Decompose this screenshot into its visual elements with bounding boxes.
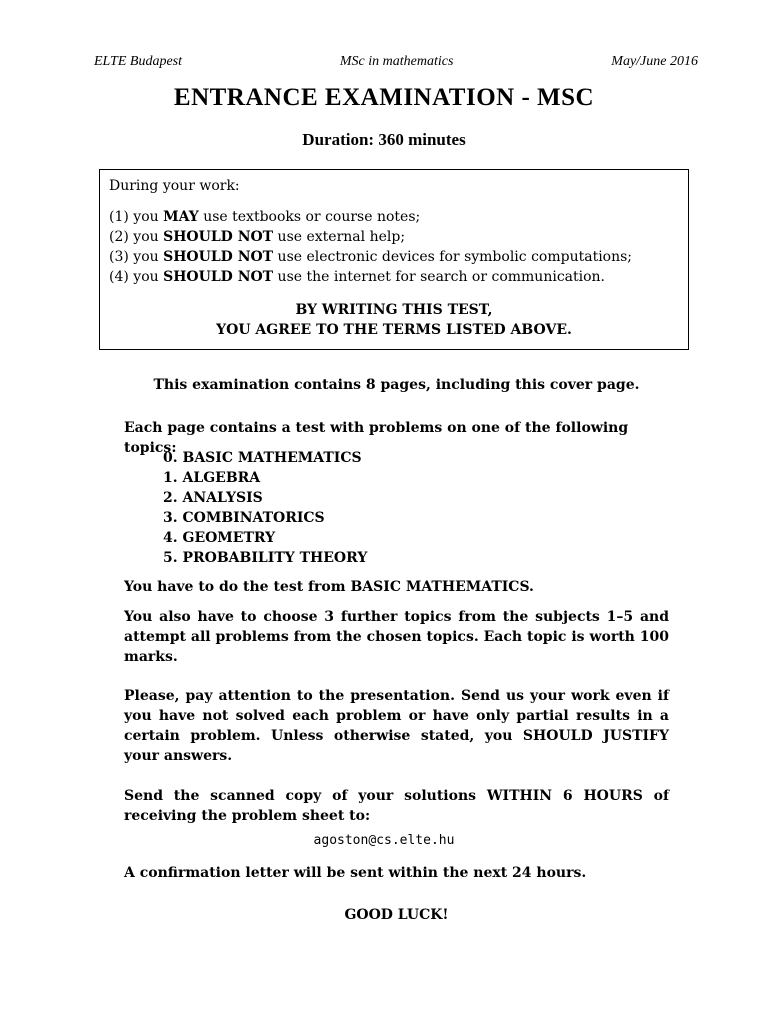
rule-keyword: SHOULD NOT xyxy=(163,249,274,265)
rule-suffix: use the internet for search or communication. xyxy=(273,269,606,285)
rule-suffix: use external help; xyxy=(273,229,406,245)
header-program: MSc in mathematics xyxy=(339,54,454,69)
rule-item xyxy=(109,227,679,247)
good-luck: GOOD LUCK! xyxy=(344,907,449,923)
agreement-line-1: BY WRITING THIS TEST, xyxy=(295,302,493,318)
header-institution: ELTE Budapest xyxy=(94,54,182,69)
rule-suffix: use textbooks or course notes; xyxy=(198,209,421,225)
choose-topics-note: You also have to choose 3 further topics from the subjects 1–5 and attempt all problems from the chosen topics. Each topic is worth 100 marks. xyxy=(124,609,669,665)
rules-box xyxy=(99,169,689,350)
agreement-statement xyxy=(109,300,679,340)
list-item: 1. ALGEBRA xyxy=(163,470,261,486)
rule-keyword: SHOULD NOT xyxy=(163,269,274,285)
list-item: 0. BASIC MATHEMATICS xyxy=(163,450,362,466)
rule-suffix: use electronic devices for symbolic computations; xyxy=(273,249,633,265)
duration-line: Duration: 360 minutes xyxy=(302,130,466,149)
pages-note: This examination contains 8 pages, including this cover page. xyxy=(153,377,640,393)
confirmation-note: A confirmation letter will be sent within the next 24 hours. xyxy=(124,865,587,881)
rule-prefix: (2) you xyxy=(109,229,164,245)
rule-prefix: (1) you xyxy=(109,209,164,225)
topics-list xyxy=(163,448,367,568)
list-item: 2. ANALYSIS xyxy=(163,490,263,506)
list-item: 4. GEOMETRY xyxy=(163,530,276,546)
presentation-note: Please, pay attention to the presentation. Send us your work even if you have not solved each problem or have only partial results in a certain problem. Unless otherwise stated, you SHOULD JUSTIFY your answers. xyxy=(124,688,669,764)
rules-intro: During your work: xyxy=(109,178,240,194)
rule-item xyxy=(109,207,679,227)
agreement-line-2: YOU AGREE TO THE TERMS LISTED ABOVE. xyxy=(216,322,572,338)
rule-prefix: (4) you xyxy=(109,269,164,285)
rule-keyword: MAY xyxy=(163,209,199,225)
contact-email[interactable]: agoston@cs.elte.hu xyxy=(313,833,455,848)
list-item: 5. PROBABILITY THEORY xyxy=(163,550,368,566)
rule-prefix: (3) you xyxy=(109,249,164,265)
basic-mathematics-note: You have to do the test from BASIC MATHEMATICS. xyxy=(124,579,534,595)
topics-intro: Each page contains a test with problems on one of the following topics: xyxy=(124,420,629,456)
send-solutions-note: Send the scanned copy of your solutions WITHIN 6 HOURS of receiving the problem sheet to: xyxy=(124,788,669,824)
rule-keyword: SHOULD NOT xyxy=(163,229,274,245)
list-item: 3. COMBINATORICS xyxy=(163,510,325,526)
rule-item xyxy=(109,267,679,287)
page-header xyxy=(94,54,698,70)
rule-item xyxy=(109,247,679,267)
header-date: May/June 2016 xyxy=(611,54,698,69)
page-title: ENTRANCE EXAMINATION - MSC xyxy=(173,84,595,111)
